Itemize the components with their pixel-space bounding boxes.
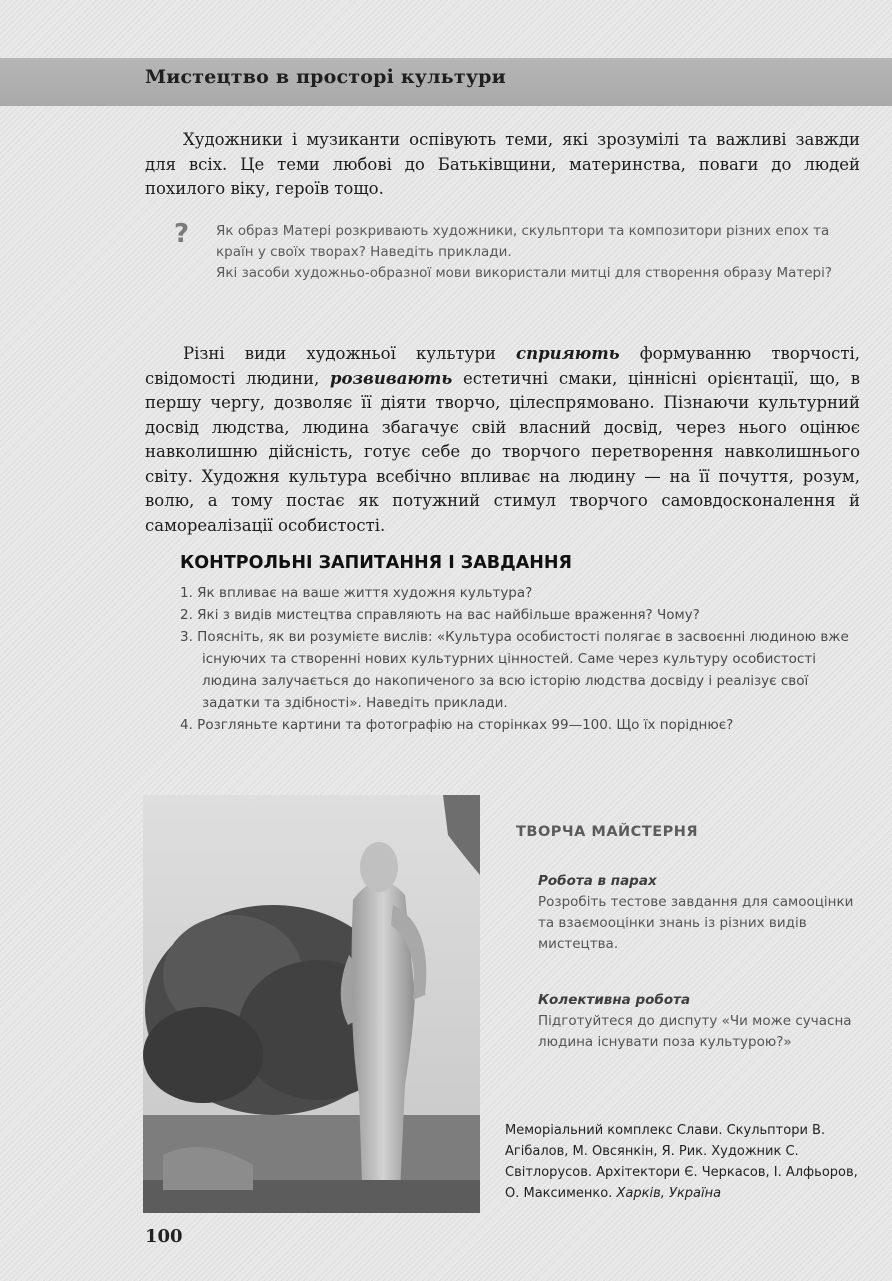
control-questions-list: [180, 582, 862, 736]
main-text-part-2: формуванню творчості, свідомості людини,: [145, 344, 861, 388]
photo-caption: [505, 1120, 865, 1204]
control-question-4: 4. Розгляньте картини та фотографію на сторінках 99—100. Що їх поріднює?: [180, 717, 734, 733]
main-text-emphasis-1: сприяють: [516, 344, 620, 363]
caption-text: Меморіальний комплекс Слави. Скульптори В. Агібалов, М. Овсянкін, Я. Рик. Художник С. Світлорусов. Архітектори Є. Черкасов, І. Алфьоров, О. Максименко.: [505, 1123, 858, 1201]
main-text-part-1: Різні види художньої культури: [183, 344, 517, 363]
control-question-3: 3. Поясніть, як ви розумієте вислів: «Культура особистості полягає в засвоєнні людиною вже існуючих та створенні нових культурних цінностей. Саме через культуру особистості людина залучається до накопиченого за всю історію людства досвіду і реалізує свої задатки та здібності». Наведіть приклади.: [180, 629, 849, 711]
control-question-1: 1. Як впливає на ваше життя художня культура?: [180, 585, 533, 601]
question-box: [216, 221, 856, 284]
main-text-emphasis-2: розвивають: [329, 368, 453, 388]
page-header-title: Мистецтво в просторі культури: [145, 66, 506, 88]
memorial-photo: [143, 795, 480, 1213]
intro-text: Художники і музиканти оспівують теми, які зрозумілі та важливі завжди для всіх. Це теми любові до Батьківщини, материнства, поваги до людей похилого віку, героїв тощо.: [145, 130, 860, 198]
group-work-text: Підготуйтеся до диспуту «Чи може сучасна людина існувати поза культурою?»: [538, 1013, 852, 1050]
main-paragraph: [145, 342, 860, 538]
control-question-2: 2. Які з видів мистецтва справляють на вас найбільше враження? Чому?: [180, 607, 700, 623]
page-number: 100: [145, 1226, 183, 1247]
intro-paragraph: [145, 128, 860, 202]
group-work-block: [538, 990, 858, 1053]
main-text-part-3: естетичні смаки, ціннісні орієнтації, що, в першу чергу, дозволяє її діяти творчо, цілеспрямовано. Пізнаючи культурний досвід людства, людина збагачує свій власний досвід, через нього оцінює навколишню дійсність, готує себе до творчого перетворення навколишнього світу. Художня культура всебічно впливає на людину — на її почуття, розум, волю, а тому постає як потужний стимул творчого самовдосконалення й самореалізації особистості.: [145, 368, 860, 535]
question-box-line-2: Які засоби художньо-образної мови використали митці для створення образу Матері?: [216, 265, 833, 281]
group-work-heading: Колективна робота: [538, 992, 691, 1008]
question-box-line-1: Як образ Матері розкривають художники, скульптори та композитори різних епох та країн у своїх творах? Наведіть приклади.: [216, 223, 830, 260]
caption-place: Харків, Україна: [616, 1186, 722, 1201]
control-section-title: КОНТРОЛЬНІ ЗАПИТАННЯ І ЗАВДАННЯ: [180, 553, 573, 573]
pair-work-block: [538, 871, 858, 955]
memorial-photo-image: [143, 795, 480, 1213]
pair-work-text: Розробіть тестове завдання для самооцінки та взаємооцінки знань із різних видів мистецтва.: [538, 894, 854, 952]
question-mark-icon: ?: [174, 219, 190, 249]
pair-work-heading: Робота в парах: [538, 873, 657, 889]
main-paragraph-text: [145, 342, 860, 538]
workshop-title: ТВОРЧА МАЙСТЕРНЯ: [516, 824, 699, 840]
